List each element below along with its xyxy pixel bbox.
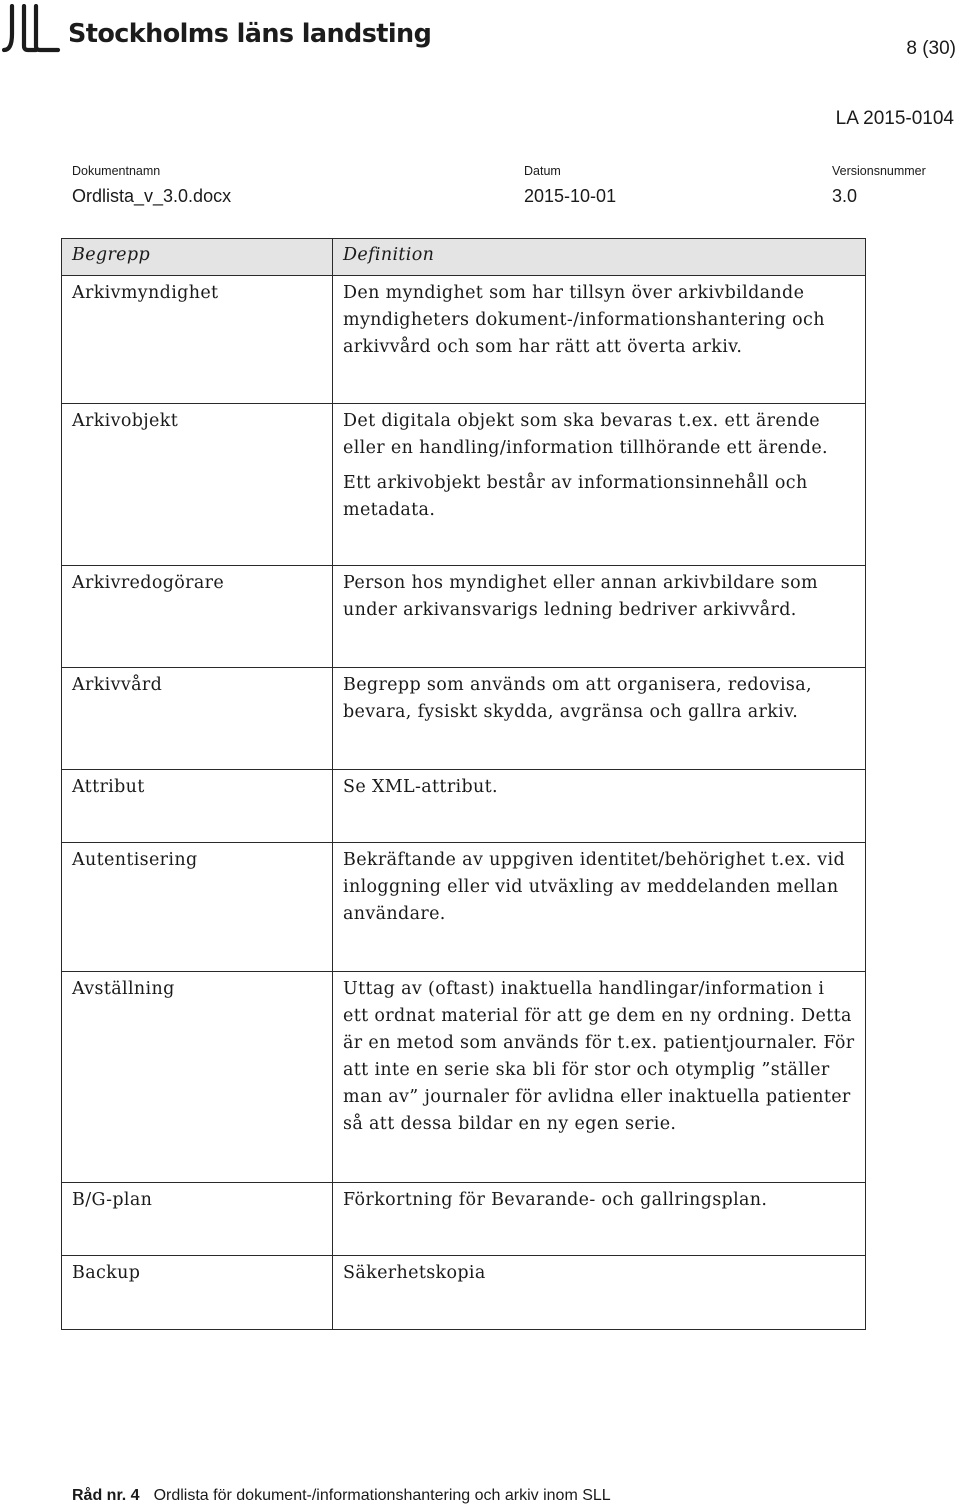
table-row — [62, 843, 866, 972]
table-row — [62, 972, 866, 1183]
definition-cell — [333, 770, 866, 843]
footer-rad-number: Råd nr. 4 — [72, 1487, 140, 1504]
glossary-table — [61, 238, 866, 1330]
definition-text: Uttag av (oftast) inaktuella handlingar/information i ett ordnat material för att ge dem en ny ordning. Detta är en metod som används för t.ex. patientjournaler. För att inte en serie ska bli för stor och otymplig ”ställer man av” journaler för avlidna eller inaktuella patienter så att dessa bildar en ny egen serie. — [343, 979, 855, 1134]
definition-text: Se XML-attribut. — [343, 777, 498, 797]
version-number: 3.0 — [832, 186, 858, 206]
definition-text: Begrepp som används om att organisera, redovisa, bevara, fysiskt skydda, avgränsa och gallra arkiv. — [343, 675, 812, 722]
sll-logo-icon — [2, 4, 62, 56]
table-row — [62, 566, 866, 668]
table-row — [62, 1256, 866, 1330]
footer-title: Ordlista för dokument-/informationshantering och arkiv inom SLL — [153, 1487, 611, 1504]
document-name-label: Dokumentnamn — [72, 164, 161, 178]
definition-cell — [333, 972, 866, 1183]
definition-text: Förkortning för Bevarande- och gallringsplan. — [343, 1190, 768, 1210]
date-label: Datum — [524, 164, 561, 178]
definition-text: Det digitala objekt som ska bevaras t.ex. ett ärende eller en handling/information tillhörande ett ärende. — [343, 411, 828, 458]
definition-cell — [333, 843, 866, 972]
definition-text: Den myndighet som har tillsyn över arkivbildande myndigheters dokument-/informationshantering och arkivvård och som har rätt att överta arkiv. — [343, 283, 825, 357]
version-label: Versionsnummer — [832, 164, 926, 178]
table-header-row — [62, 239, 866, 276]
table-row — [62, 770, 866, 843]
document-reference: LA 2015-0104 — [835, 108, 954, 129]
definition-text: Säkerhetskopia — [343, 1263, 486, 1283]
header-term: Begrepp — [62, 239, 333, 276]
term-cell: Arkivobjekt — [62, 404, 333, 566]
term-cell: Backup — [62, 1256, 333, 1330]
definition-cell — [333, 668, 866, 770]
table-row — [62, 1183, 866, 1256]
definition-cell — [333, 566, 866, 668]
document-date: 2015-10-01 — [524, 186, 617, 206]
sll-logo — [2, 4, 431, 56]
document-name: Ordlista_v_3.0.docx — [72, 186, 232, 206]
term-cell: Avställning — [62, 972, 333, 1183]
definition-cell — [333, 404, 866, 566]
table-row — [62, 404, 866, 566]
definition-cell — [333, 1256, 866, 1330]
header-definition: Definition — [333, 239, 866, 276]
term-cell: Arkivvård — [62, 668, 333, 770]
logo-text: Stockholms läns landsting — [68, 19, 432, 50]
term-cell: Arkivredogörare — [62, 566, 333, 668]
definition-text: Person hos myndighet eller annan arkivbildare som under arkivansvarigs ledning bedriver arkivvård. — [343, 573, 818, 620]
definition-text: Bekräftande av uppgiven identitet/behörighet t.ex. vid inloggning eller vid utväxling av meddelanden mellan användare. — [343, 850, 846, 924]
table-row — [62, 276, 866, 404]
term-cell: Autentisering — [62, 843, 333, 972]
term-cell: Attribut — [62, 770, 333, 843]
term-cell: B/G-plan — [62, 1183, 333, 1256]
page-footer — [72, 1487, 611, 1505]
page-number: 8 (30) — [906, 38, 956, 59]
definition-cell — [333, 276, 866, 404]
table-row — [62, 668, 866, 770]
definition-cell — [333, 1183, 866, 1256]
term-cell: Arkivmyndighet — [62, 276, 333, 404]
definition-text: Ett arkivobjekt består av informationsinnehåll och metadata. — [343, 473, 808, 520]
